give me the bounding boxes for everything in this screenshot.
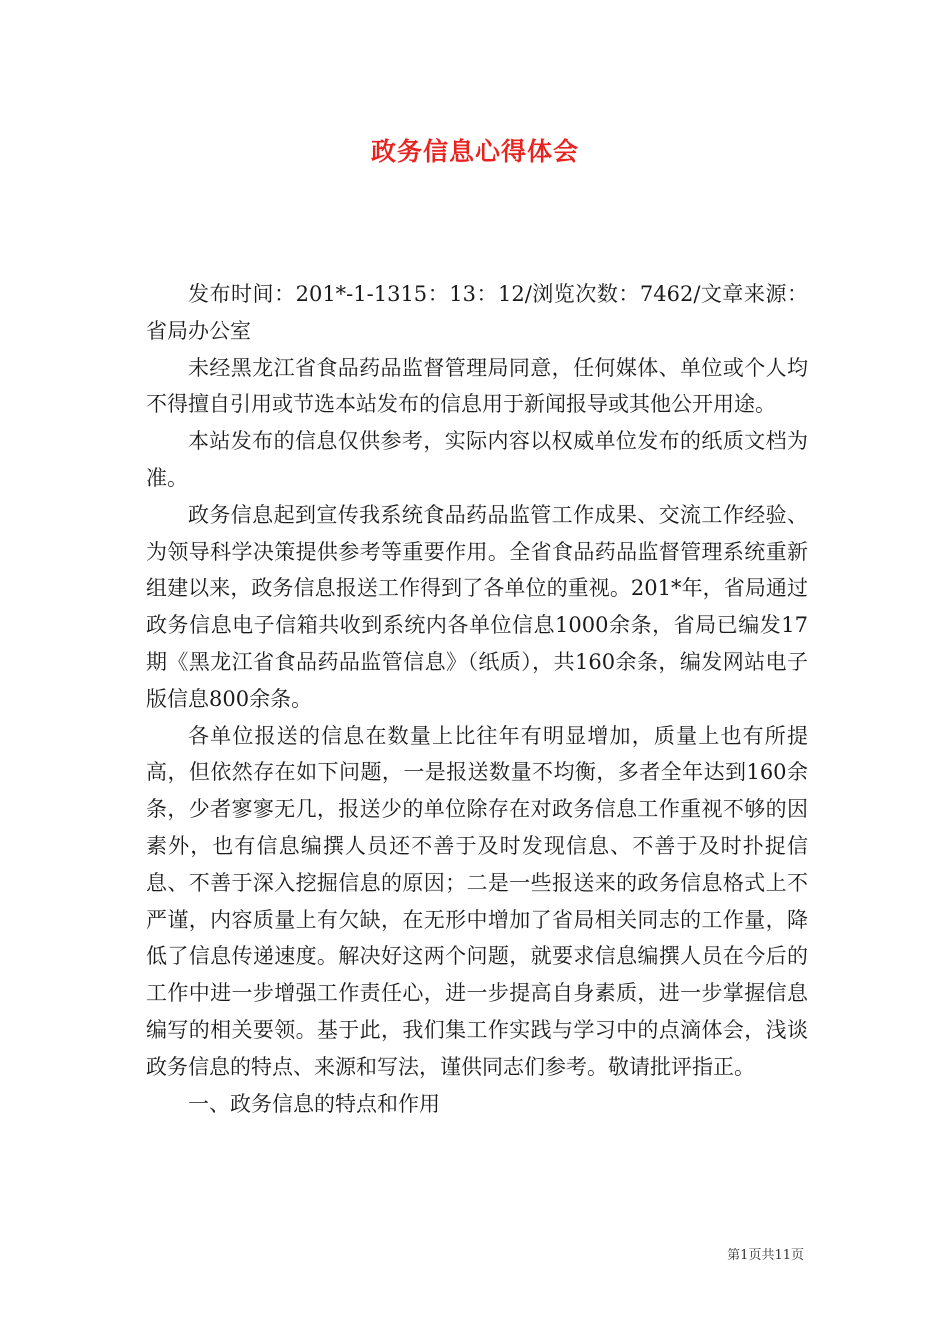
publish-info-paragraph: 发布时间：201*-1-1315：13：12/浏览次数：7462/文章来源：省局办公室 <box>146 282 808 343</box>
section-heading: 一、政务信息的特点和作用 <box>188 1091 440 1116</box>
body-paragraph: 各单位报送的信息在数量上比往年有明显增加，质量上也有所提高，但依然存在如下问题，一是报送数量不均衡，多者全年达到160余条，少者寥寥无几，报送少的单位除存在对政务信息工作重视不够的因素外，也有信息编撰人员还不善于及时发现信息、不善于及时扑捉信息、不善于深入挖掘信息的原因；二是一些报送来的政务信息格式上不严谨，内容质量上有欠缺，在无形中增加了省局相关同志的工作量，降低了信息传递速度。解决好这两个问题，就要求信息编撰人员在今后的工作中进一步增强工作责任心，进一步提高自身素质，进一步掌握信息编写的相关要领。基于此，我们集工作实践与学习中的点滴体会，浅谈政务信息的特点、来源和写法，谨供同志们参考。敬请批评指正。 <box>146 723 808 1079</box>
document-body <box>146 276 808 1122</box>
page-number-footer: 第1页共11页 <box>727 1248 804 1263</box>
copyright-notice-paragraph: 未经黑龙江省食品药品监督管理局同意，任何媒体、单位或个人均不得擅自引用或节选本站发布的信息用于新闻报导或其他公开用途。 <box>146 355 808 417</box>
body-paragraph: 政务信息起到宣传我系统食品药品监管工作成果、交流工作经验、为领导科学决策提供参考等重要作用。全省食品药品监督管理系统重新组建以来，政务信息报送工作得到了各单位的重视。201*年，省局通过政务信息电子信箱共收到系统内各单位信息1000余条，省局已编发17期《黑龙江省食品药品监管信息》（纸质），共160余条，编发网站电子版信息800余条。 <box>146 502 808 711</box>
document-title: 政务信息心得体会 <box>370 137 579 166</box>
disclaimer-paragraph: 本站发布的信息仅供参考，实际内容以权威单位发布的纸质文档为准。 <box>146 429 808 490</box>
